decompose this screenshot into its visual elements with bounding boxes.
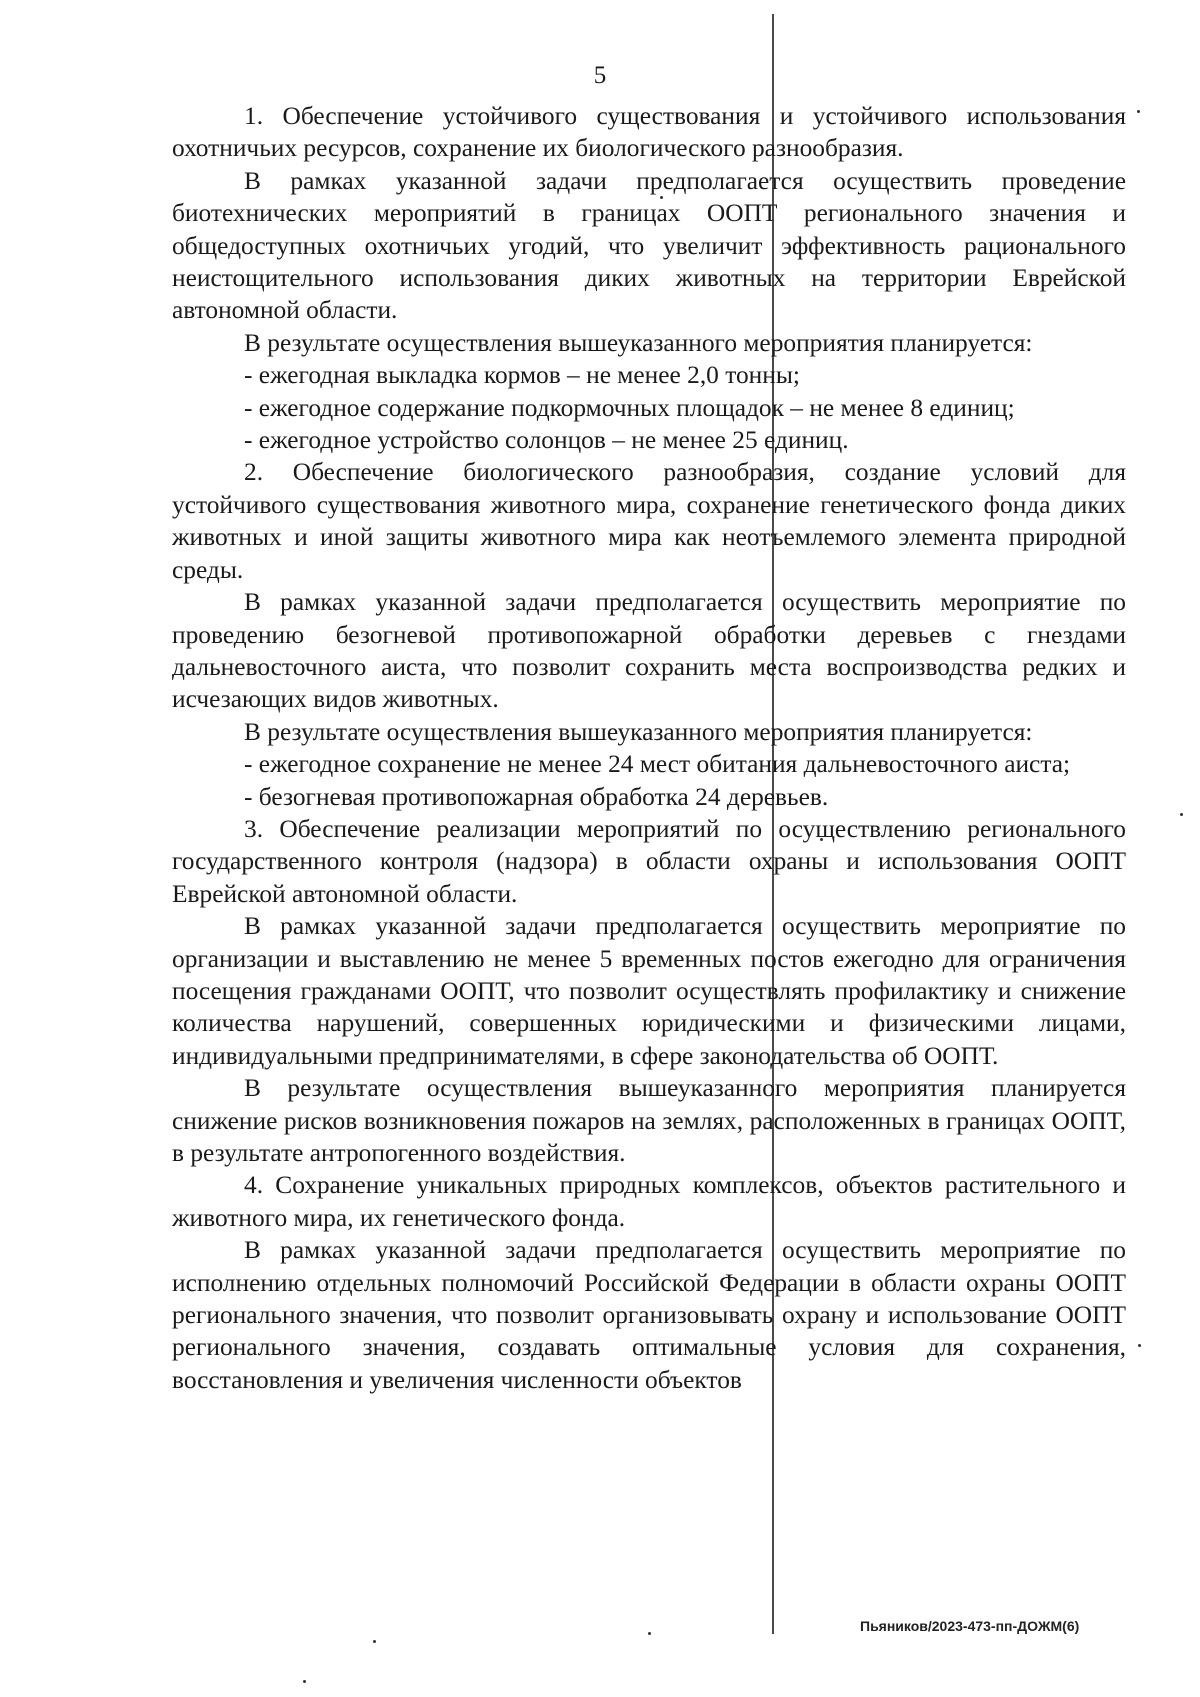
paragraph-task-1: 1. Обеспечение устойчивого существования и устойчивого использования охотничьих ресурсов, сохранение их биологического разнообразия. [172, 102, 1126, 163]
page-number: 5 [593, 62, 607, 89]
scan-speck [1138, 1344, 1141, 1347]
list-item: - ежегодное содержание подкормочных площадок – не менее 8 единиц; [244, 393, 1015, 422]
paragraph-task-3: 3. Обеспечение реализации мероприятий по осуществлению регионального государственного контроля (надзора) в области охраны и использования ООПТ Еврейской автономной области. [172, 814, 1126, 908]
paragraph: В рамках указанной задачи предполагается осуществить мероприятие по организации и выставлению не менее 5 временных постов ежегодно для ограничения посещения гражданами ООПТ, что позволит осуществлять профилактику и снижение количества нарушений, совершенных юридическими и физическими лицами, индивидуальными предпринимателями, в сфере законодательства об ООПТ. [172, 912, 1126, 1070]
list-item: - ежегодное устройство солонцов – не менее 25 единиц. [244, 426, 849, 455]
paragraph: В рамках указанной задачи предполагается осуществить проведение биотехнических мероприятий в границах ООПТ регионального значения и общедоступных охотничьих угодий, что увеличит эффективность рационального неистощительного использования диких животных на территории Еврейской автономной области. [172, 166, 1126, 325]
scan-speck [1137, 110, 1140, 113]
paragraph-task-2: 2. Обеспечение биологического разнообразия, создание условий для устойчивого существования животного мира, сохранение генетического фонда диких животных и иной защиты животного мира как неотъемлемого элемента природной среды. [172, 458, 1126, 584]
paragraph: В рамках указанной задачи предполагается осуществить мероприятие по проведению безогневой противопожарной обработки деревьев с гнездами дальневосточного аиста, что позволит сохранить места воспроизводства редких и исчезающих видов животных. [172, 588, 1126, 714]
document-reference-code: Пьяников/2023-473-пп-ДОЖМ(6) [860, 1618, 1080, 1634]
list-item: - безогневая противопожарная обработка 24 деревьев. [244, 782, 829, 811]
scan-speck [648, 1632, 651, 1635]
paragraph: В рамках указанной задачи предполагается осуществить мероприятие по исполнению отдельных полномочий Российской Федерации в области охраны ООПТ регионального значения, что позволит организовывать охрану и использование ООПТ регионального значения, создавать оптимальные условия для сохранения, восстановления и увеличения численности объектов [172, 1236, 1126, 1394]
paragraph: В результате осуществления вышеуказанного мероприятия планируется: [244, 717, 1033, 746]
scan-speck [1180, 813, 1183, 816]
document-body [172, 100, 1126, 1396]
scan-speck [373, 1640, 376, 1643]
paragraph-task-4: 4. Сохранение уникальных природных комплексов, объектов растительного и животного мира, их генетического фонда. [172, 1171, 1126, 1232]
scan-speck [303, 1680, 306, 1683]
paragraph: В результате осуществления вышеуказанного мероприятия планируется снижение рисков возникновения пожаров на землях, расположенных в границах ООПТ, в результате антропогенного воздействия. [172, 1074, 1126, 1167]
list-item: - ежегодная выкладка кормов – не менее 2,0 тонны; [244, 361, 800, 390]
list-item: - ежегодное сохранение не менее 24 мест обитания дальневосточного аиста; [244, 750, 1071, 779]
paragraph: В результате осуществления вышеуказанного мероприятия планируется: [244, 328, 1033, 357]
